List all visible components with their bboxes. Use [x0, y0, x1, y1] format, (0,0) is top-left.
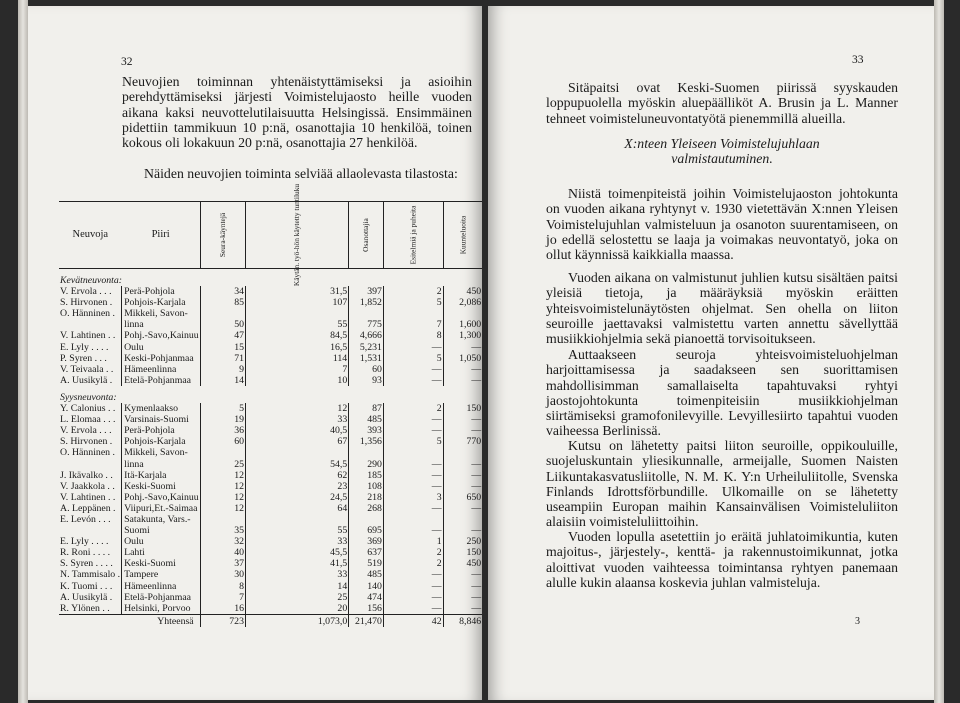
table-row — [59, 286, 482, 297]
value-cell: — — [383, 592, 443, 603]
value-cell: 24,5 — [245, 492, 348, 503]
signature-mark: 3 — [855, 616, 860, 627]
district-cell: Perä-Pohjola — [122, 286, 201, 297]
value-cell: 30 — [200, 569, 245, 580]
table-row — [59, 558, 482, 569]
table-row — [59, 569, 482, 580]
value-cell: 695 — [349, 525, 384, 536]
advisor-cell: E. Levón . . . — [60, 513, 111, 525]
district-cell: Etelä-Pohjanmaa — [122, 592, 201, 603]
value-cell: — — [383, 342, 443, 353]
value-cell: 36 — [200, 425, 245, 436]
section-heading-row — [59, 386, 482, 403]
header-listeners-1: Kuunteluoita — [443, 202, 482, 269]
total-value-cell: 42 — [383, 614, 443, 627]
district-cell: Suomi — [122, 525, 201, 536]
advisor-cell: V. Jaakkola . . — [60, 480, 115, 492]
table-header-row — [59, 202, 482, 269]
value-cell — [245, 308, 348, 319]
advisor-cell: J. Ikävalko . . — [60, 469, 113, 481]
totals-row — [59, 614, 482, 627]
table-row — [59, 525, 482, 536]
value-cell: 54,5 — [245, 459, 348, 470]
district-cell: Pohjois-Karjala — [122, 436, 201, 447]
value-cell: — — [383, 603, 443, 615]
district-cell: Mikkeli, Savon- — [122, 447, 201, 458]
value-cell: 150 — [443, 403, 482, 414]
value-cell: 12 — [245, 403, 348, 414]
table-row — [59, 375, 482, 386]
table-row — [59, 425, 482, 436]
table-row — [59, 319, 482, 330]
value-cell: 474 — [349, 592, 384, 603]
value-cell: 397 — [349, 286, 384, 297]
advisor-cell: S. Syren . . . . — [60, 558, 113, 570]
district-cell: Keski-Suomi — [122, 481, 201, 492]
value-cell: 5 — [383, 297, 443, 308]
value-cell: 84,5 — [245, 330, 348, 341]
table-row — [59, 459, 482, 470]
value-cell: 770 — [443, 436, 482, 447]
value-cell: 1,356 — [349, 436, 384, 447]
table-row — [59, 308, 482, 319]
district-cell: Satakunta, Vars.- — [122, 514, 201, 525]
value-cell: 50 — [200, 319, 245, 330]
value-cell: 15 — [200, 342, 245, 353]
district-cell: Hämeenlinna — [122, 364, 201, 375]
value-cell — [200, 447, 245, 458]
value-cell: 5 — [383, 353, 443, 364]
value-cell: 290 — [349, 459, 384, 470]
value-cell: 8 — [200, 581, 245, 592]
value-cell: 62 — [245, 470, 348, 481]
value-cell: 485 — [349, 569, 384, 580]
value-cell: — — [383, 414, 443, 425]
value-cell: — — [383, 470, 443, 481]
table-row — [59, 342, 482, 353]
value-cell: 637 — [349, 547, 384, 558]
table-row — [59, 514, 482, 525]
value-cell: 93 — [349, 375, 384, 386]
table-row — [59, 436, 482, 447]
total-value-cell: 8,846 — [443, 614, 482, 627]
left-page-edge — [18, 0, 28, 703]
total-value-cell: 21,470 — [349, 614, 384, 627]
value-cell: 12 — [200, 503, 245, 514]
value-cell: 12 — [200, 470, 245, 481]
value-cell: 14 — [200, 375, 245, 386]
value-cell: — — [383, 425, 443, 436]
table-row — [59, 470, 482, 481]
header-participants-1: Osanottajia — [349, 202, 384, 269]
value-cell: 2 — [383, 403, 443, 414]
total-value-cell: 1,073,0 — [245, 614, 348, 627]
value-cell: 8 — [383, 330, 443, 341]
left-page-number: 32 — [121, 56, 133, 68]
value-cell: — — [383, 364, 443, 375]
value-cell: 1,531 — [349, 353, 384, 364]
paragraph-distribution: Kutsu on lähetetty paitsi liiton seuroille, oppikouluille, suojeluskuntain yliesikunnalle, armeijalle, Suomen Naisten Liikuntakasvatusliitolle, N. M. K. Y:n Urheiluliitolle, Svenska Finlands Idrottsförbundille. Ulkomaille on se lähetetty useampiin Europan maihin Kansainvälisen Voimisteluliiton alaisiin voimisteluliittoihin. — [546, 438, 898, 530]
advisor-cell — [59, 525, 122, 536]
header-club-visits: Seura-käyntejä — [200, 202, 245, 269]
value-cell: 71 — [200, 353, 245, 364]
value-cell: — — [443, 569, 482, 580]
district-cell: Lahti — [122, 547, 201, 558]
advisor-cell: N. Tammisalo . — [60, 569, 121, 581]
value-cell: — — [443, 603, 482, 615]
section-title: Syysneuvonta: — [60, 391, 117, 403]
table-row — [59, 414, 482, 425]
paragraph-keski-suomi: Sitäpaitsi ovat Keski-Suomen piirissä syyskauden loppupuolella myöskin aluepäälliköt A. Brusin ja L. Manner tehneet voimisteluneuvontatyötä pienemmillä alueilla. — [546, 80, 898, 126]
total-value-cell: 723 — [200, 614, 245, 627]
value-cell: — — [383, 503, 443, 514]
right-page — [488, 6, 934, 700]
table-row — [59, 353, 482, 364]
advisor-cell: S. Hirvonen . — [60, 297, 113, 309]
value-cell: 16,5 — [245, 342, 348, 353]
stats-intro-paragraph: Näiden neuvojien toiminta selviää allaolevasta tilastosta: — [144, 166, 458, 181]
value-cell: 37 — [200, 558, 245, 569]
advisor-cell: V. Lahtinen . . — [60, 491, 116, 503]
value-cell: 87 — [349, 403, 384, 414]
value-cell: 5 — [383, 436, 443, 447]
advisor-cell: R. Ylönen . . — [60, 602, 110, 614]
paragraph-preparations: Niistä toimenpiteistä joihin Voimistelujaoston johtokunta on vuoden aikana ryhtynyt v. 1930 vietettävän X:nnen Yleisen Voimistelujuhlan valmisteluun ja osanoton suurentamiseen, on jo edellä selostettu se laaja ja voimakas neuvontatyö, joka on ollut käynnissä kaikkialla maassa. — [546, 186, 898, 263]
value-cell: 450 — [443, 558, 482, 569]
value-cell: 156 — [349, 603, 384, 615]
advisor-cell: E. Lyly . . . . — [60, 536, 109, 548]
table-row — [59, 330, 482, 341]
table-row — [59, 603, 482, 615]
value-cell: — — [443, 470, 482, 481]
value-cell: 268 — [349, 503, 384, 514]
value-cell: — — [443, 364, 482, 375]
value-cell: 85 — [200, 297, 245, 308]
district-cell: Pohj.-Savo,Kainuu — [122, 492, 201, 503]
table-row — [59, 403, 482, 414]
value-cell: 1 — [383, 536, 443, 547]
advisor-statistics-table — [59, 184, 482, 627]
advisor-cell: L. Elomaa . . . — [60, 414, 116, 426]
value-cell: 393 — [349, 425, 384, 436]
value-cell — [245, 514, 348, 525]
value-cell: — — [383, 581, 443, 592]
value-cell: 775 — [349, 319, 384, 330]
value-cell: 12 — [200, 481, 245, 492]
value-cell: 47 — [200, 330, 245, 341]
value-cell: 140 — [349, 581, 384, 592]
district-cell: Viipuri,Et.-Saimaa — [122, 503, 201, 514]
advisor-cell — [59, 319, 122, 330]
value-cell — [349, 308, 384, 319]
district-cell: Keski-Suomi — [122, 558, 201, 569]
value-cell: 64 — [245, 503, 348, 514]
value-cell: 33 — [245, 414, 348, 425]
value-cell — [443, 514, 482, 525]
value-cell: 2 — [383, 286, 443, 297]
advisor-cell: A. Leppänen . — [60, 502, 116, 514]
value-cell — [383, 308, 443, 319]
advisor-cell: K. Tuomi . . . — [60, 580, 113, 592]
value-cell: — — [443, 459, 482, 470]
value-cell: — — [443, 581, 482, 592]
value-cell: — — [443, 425, 482, 436]
header-district: Piiri — [122, 202, 201, 269]
value-cell: 25 — [200, 459, 245, 470]
value-cell — [245, 447, 348, 458]
left-page — [28, 6, 482, 700]
section-title: Kevätneuvonta: — [60, 275, 123, 286]
advisor-cell: O. Hänninen . — [60, 447, 115, 459]
value-cell: 1,300 — [443, 330, 482, 341]
value-cell: 450 — [443, 286, 482, 297]
table-body — [59, 269, 482, 627]
district-cell: Itä-Karjala — [122, 470, 201, 481]
paragraph-gramophone: Auttaakseen seuroja yhteisvoimisteluohjelman harjoittamisessa ja saadakseen sen suorittamisen mahdollisimman samallaiselta tapahtuvaksi ryhtyi jaostojohtokunta toimenpiteisiin musiikkiohjelman siirtämiseksi gramofonilevyille. Levyillesiirto tapahtui vuoden vaiheessa Berlinissä. — [546, 347, 898, 439]
advisor-cell: O. Hänninen . — [60, 308, 115, 320]
section-heading-line-2: valmistautuminen. — [671, 151, 773, 166]
table-row — [59, 592, 482, 603]
section-heading-line-1: X:nteen Yleiseen Voimistelujuhlaan — [624, 136, 820, 151]
district-cell: Perä-Pohjola — [122, 425, 201, 436]
value-cell: 1,600 — [443, 319, 482, 330]
value-cell: 3 — [383, 492, 443, 503]
advisor-cell: S. Hirvonen . — [60, 436, 113, 448]
value-cell: 5,231 — [349, 342, 384, 353]
value-cell: — — [443, 503, 482, 514]
value-cell: 369 — [349, 536, 384, 547]
value-cell: 41,5 — [245, 558, 348, 569]
right-page-number: 33 — [852, 54, 864, 66]
value-cell: 40,5 — [245, 425, 348, 436]
value-cell: 7 — [383, 319, 443, 330]
value-cell: — — [443, 525, 482, 536]
right-page-edge — [934, 0, 944, 703]
value-cell: 31,5 — [245, 286, 348, 297]
district-cell: Kymenlaakso — [122, 403, 201, 414]
district-cell: Pohjois-Karjala — [122, 297, 201, 308]
value-cell: 20 — [245, 603, 348, 615]
header-advisor: Neuvoja — [59, 202, 122, 269]
value-cell — [349, 514, 384, 525]
district-cell: Oulu — [122, 342, 201, 353]
district-cell: Oulu — [122, 536, 201, 547]
value-cell: 25 — [245, 592, 348, 603]
value-cell: 67 — [245, 436, 348, 447]
value-cell: 519 — [349, 558, 384, 569]
value-cell: 55 — [245, 319, 348, 330]
value-cell: 250 — [443, 536, 482, 547]
value-cell: — — [443, 342, 482, 353]
advisor-cell: P. Syren . . . — [60, 352, 107, 364]
value-cell: 32 — [200, 536, 245, 547]
value-cell: 4,666 — [349, 330, 384, 341]
table-row — [59, 547, 482, 558]
advisor-cell: Y. Calonius . . — [60, 403, 116, 415]
district-cell: Etelä-Pohjanmaa — [122, 375, 201, 386]
advisor-cell: V. Ervola . . . — [60, 286, 112, 298]
value-cell: 1,852 — [349, 297, 384, 308]
value-cell: 5 — [200, 403, 245, 414]
value-cell — [383, 514, 443, 525]
header-hours: Käytän. työ-hön käytetty tuntiluku — [245, 202, 348, 269]
table-row — [59, 364, 482, 375]
value-cell: 60 — [200, 436, 245, 447]
district-cell: Mikkeli, Savon- — [122, 308, 201, 319]
district-cell: Helsinki, Porvoo — [122, 603, 201, 615]
district-cell: Hämeenlinna — [122, 581, 201, 592]
table-row — [59, 581, 482, 592]
advisor-cell: R. Roni . . . . — [60, 547, 111, 559]
value-cell: 485 — [349, 414, 384, 425]
value-cell: — — [383, 481, 443, 492]
value-cell — [443, 447, 482, 458]
value-cell: 12 — [200, 492, 245, 503]
value-cell: 7 — [200, 592, 245, 603]
value-cell: 35 — [200, 525, 245, 536]
section-heading-row — [59, 269, 482, 287]
value-cell: 34 — [200, 286, 245, 297]
value-cell: — — [443, 592, 482, 603]
value-cell: — — [383, 459, 443, 470]
value-cell: 114 — [245, 353, 348, 364]
district-cell: Pohj.-Savo,Kainuu — [122, 330, 201, 341]
advisor-cell: A. Uusikylä . — [60, 374, 113, 386]
value-cell — [200, 514, 245, 525]
district-cell: Tampere — [122, 569, 201, 580]
value-cell: 45,5 — [245, 547, 348, 558]
advisor-cell: A. Uusikylä . — [60, 591, 113, 603]
value-cell: 150 — [443, 547, 482, 558]
intro-paragraph: Neuvojien toiminnan yhtenäistyttämiseksi ja asioihin perehdyttämiseksi järjesti Voimistelujaosto heille vuoden aikana kaksi neuvottelutilaisuutta Helsingissä. Ensimmäinen pidettiin tammikuun 10 p:nä, osanottajia 10 henkilöä, toinen kokous oli lokakuun 20 p:nä, osanottajia 27 henkilöä. — [122, 74, 472, 151]
value-cell: 14 — [245, 581, 348, 592]
value-cell: — — [443, 375, 482, 386]
value-cell: 218 — [349, 492, 384, 503]
table-row — [59, 503, 482, 514]
advisor-cell: V. Ervola . . . — [60, 425, 112, 437]
paragraph-invitation: Vuoden aikana on valmistunut juhlien kutsu sisältäen paitsi yleisiä tietoja, ja määräyksiä myöskin eräitten yhteisvoimistelunäytösten ohjelmat. Sen ohella on liiton seuroille jaettavaksi valmistettu varten annettu sävellyttää musiikkiohjelmia sekä pianoettä torvisoitukseen. — [546, 270, 898, 347]
value-cell — [443, 308, 482, 319]
value-cell: 7 — [245, 364, 348, 375]
paragraph-committees: Vuoden lopulla asetettiin jo eräitä juhlatoimikuntia, kuten majoitus-, järjestely-, kenttä- ja rakennustoimikunnat, jotka aloittivat vuoden vaihteessa toimintansa ryhtyen panemaan alulle kukin alaansa koskevia juhlan valmisteluja. — [546, 529, 898, 590]
value-cell: 10 — [245, 375, 348, 386]
advisor-cell — [59, 459, 122, 470]
value-cell: 55 — [245, 525, 348, 536]
district-cell: Keski-Pohjanmaa — [122, 353, 201, 364]
advisor-cell: V. Lahtinen . . — [60, 330, 116, 342]
table-row — [59, 481, 482, 492]
value-cell: — — [443, 414, 482, 425]
value-cell — [383, 447, 443, 458]
district-cell: linna — [122, 459, 201, 470]
value-cell: 1,050 — [443, 353, 482, 364]
value-cell: 40 — [200, 547, 245, 558]
value-cell: 2 — [383, 547, 443, 558]
value-cell: 185 — [349, 470, 384, 481]
value-cell: 23 — [245, 481, 348, 492]
advisor-cell: E. Lyly . . . . — [60, 341, 109, 353]
value-cell: — — [383, 375, 443, 386]
table-row — [59, 536, 482, 547]
value-cell: 16 — [200, 603, 245, 615]
value-cell: — — [383, 569, 443, 580]
value-cell: 2,086 — [443, 297, 482, 308]
table-row — [59, 492, 482, 503]
value-cell — [200, 308, 245, 319]
header-talks: Esitelmiä ja puheita — [383, 202, 443, 269]
value-cell: — — [443, 481, 482, 492]
value-cell: — — [383, 525, 443, 536]
district-cell: linna — [122, 319, 201, 330]
value-cell: 19 — [200, 414, 245, 425]
value-cell: 108 — [349, 481, 384, 492]
district-cell: Varsinais-Suomi — [122, 414, 201, 425]
total-label: Yhteensä — [59, 614, 200, 627]
value-cell: 2 — [383, 558, 443, 569]
table-row — [59, 297, 482, 308]
value-cell: 33 — [245, 569, 348, 580]
value-cell: 650 — [443, 492, 482, 503]
value-cell: 60 — [349, 364, 384, 375]
value-cell — [349, 447, 384, 458]
table-row — [59, 447, 482, 458]
advisor-cell: V. Teivaala . . — [60, 363, 114, 375]
value-cell: 9 — [200, 364, 245, 375]
value-cell: 107 — [245, 297, 348, 308]
value-cell: 33 — [245, 536, 348, 547]
